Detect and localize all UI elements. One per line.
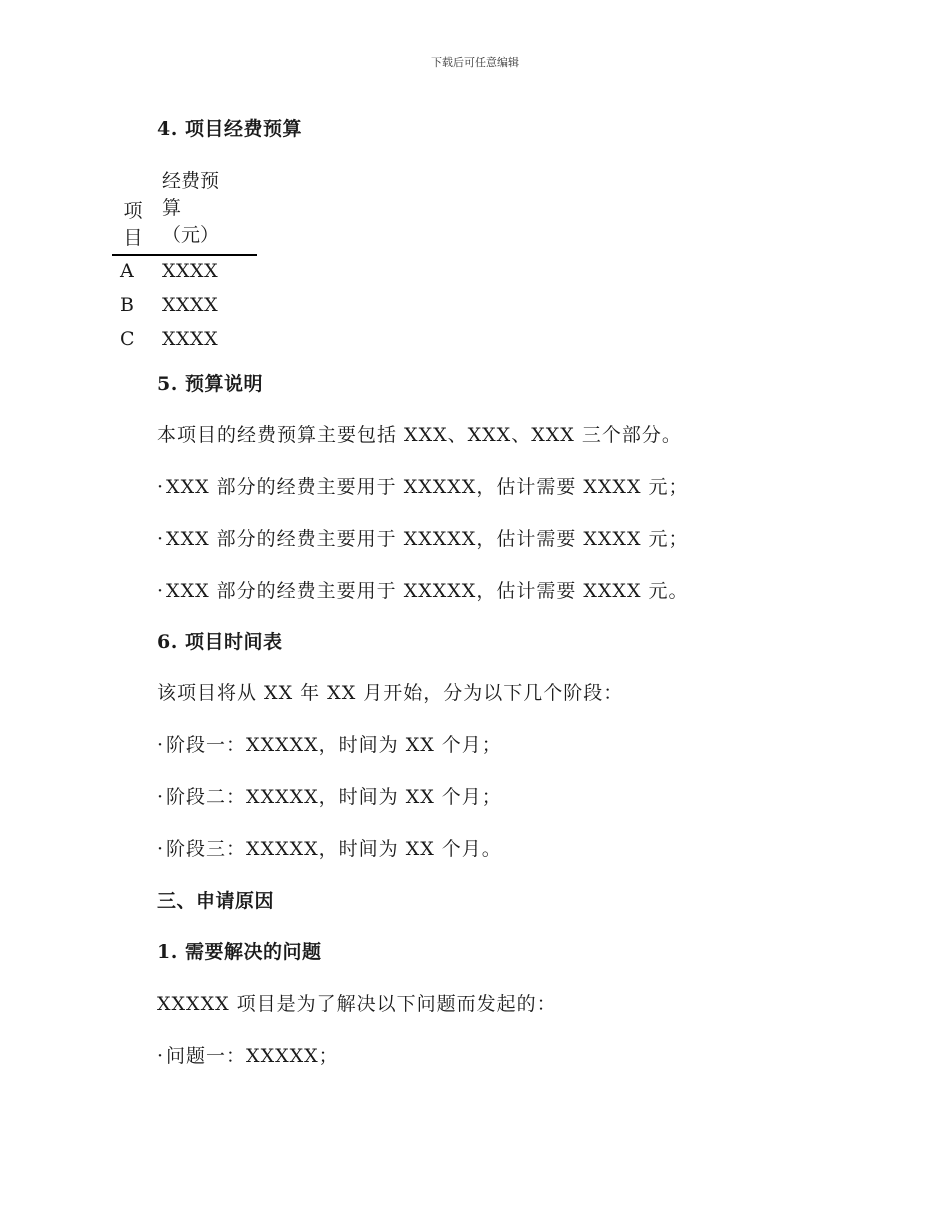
bullet: · — [157, 528, 165, 550]
subsection-heading-problem: 1. 需要解决的问题 — [157, 941, 322, 963]
table-cell-amount: XXXX — [162, 260, 219, 282]
bullet: · — [157, 476, 165, 498]
table-header-item-line: 项 — [123, 200, 143, 222]
section-heading-timeline: 6. 项目时间表 — [157, 631, 283, 653]
table-header-rule — [112, 254, 257, 256]
paragraph: XXXXX 项目是为了解决以下问题而发起的： — [157, 993, 557, 1015]
paragraph: 本项目的经费预算主要包括 XXX、XXX、XXX 三个部分。 — [157, 424, 682, 446]
list-item-text: XXX 部分的经费主要用于 XXXXX，估计需要 XXXX 元； — [166, 476, 689, 498]
list-item — [157, 576, 689, 603]
bullet: · — [157, 1045, 165, 1067]
list-item-text: 阶段二：XXXXX，时间为 XX 个月； — [166, 786, 502, 808]
list-item-text: XXX 部分的经费主要用于 XXXXX，估计需要 XXXX 元； — [166, 528, 689, 550]
list-item — [157, 524, 689, 551]
list-item-text: XXX 部分的经费主要用于 XXXXX，估计需要 XXXX 元。 — [166, 580, 689, 602]
list-item-text: 问题一：XXXXX； — [166, 1045, 339, 1067]
table-row — [112, 328, 257, 362]
table-header-budget-line: （元） — [162, 224, 220, 246]
table-header-item-line: 目 — [123, 227, 143, 249]
page-header-note: 下载后可任意编辑 — [431, 56, 519, 69]
table-cell-item: A — [120, 260, 134, 282]
section-heading-reason: 三、申请原因 — [157, 890, 275, 912]
table-cell-amount: XXXX — [162, 294, 219, 316]
table-header-budget-line: 经费预 — [162, 170, 220, 192]
bullet: · — [157, 580, 165, 602]
section-heading-budget-explain: 5. 预算说明 — [157, 373, 263, 395]
table-header-item — [122, 198, 144, 252]
list-item — [157, 782, 502, 809]
list-item — [157, 730, 502, 757]
bullet: · — [157, 786, 165, 808]
table-row — [112, 260, 257, 294]
list-item-text: 阶段一：XXXXX，时间为 XX 个月； — [166, 734, 502, 756]
table-cell-item: B — [120, 294, 134, 316]
table-header-budget-line: 算 — [162, 197, 182, 219]
paragraph: 该项目将从 XX 年 XX 月开始，分为以下几个阶段： — [157, 682, 624, 704]
bullet: · — [157, 734, 165, 756]
list-item-text: 阶段三：XXXXX，时间为 XX 个月。 — [166, 838, 502, 860]
table-cell-amount: XXXX — [162, 328, 219, 350]
table-row — [112, 294, 257, 328]
list-item — [157, 1041, 339, 1068]
table-cell-item: C — [120, 328, 135, 350]
section-heading-budget: 4. 项目经费预算 — [157, 118, 302, 140]
list-item — [157, 834, 502, 861]
list-item — [157, 472, 689, 499]
table-header-budget — [162, 168, 252, 249]
bullet: · — [157, 838, 165, 860]
